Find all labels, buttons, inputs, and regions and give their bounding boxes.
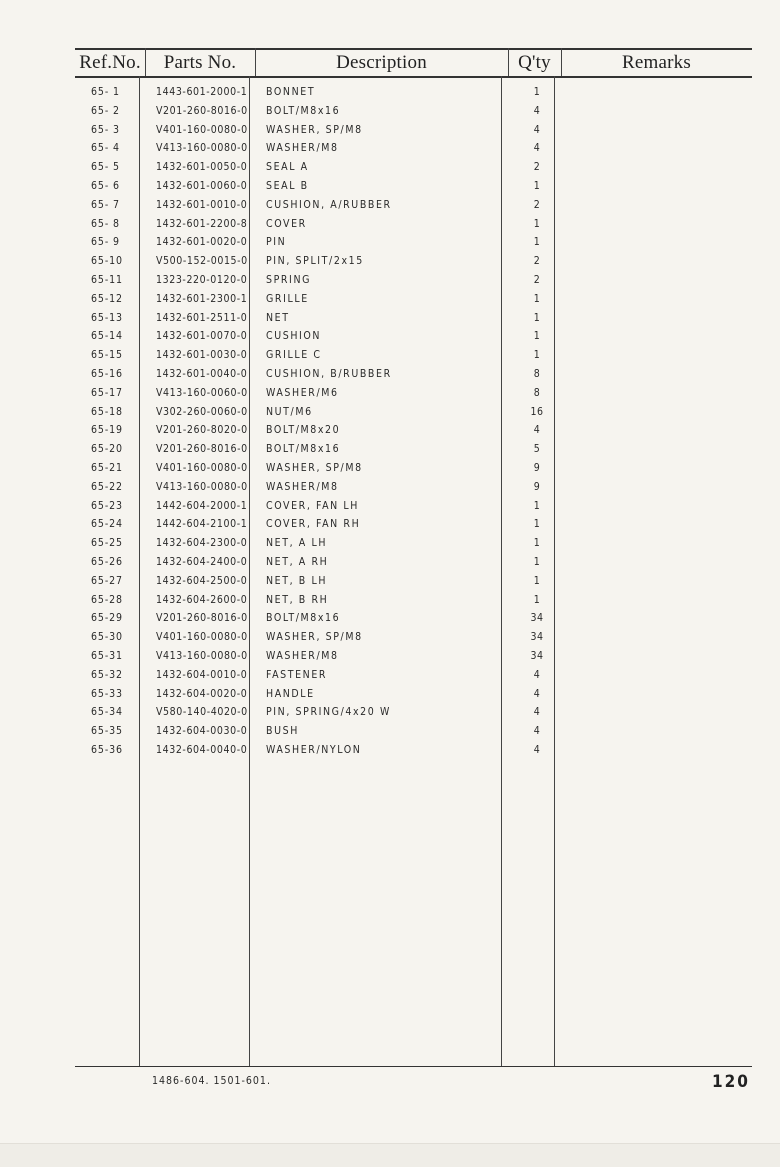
table-row xyxy=(0,196,780,215)
qty-cell: 4 xyxy=(533,424,541,437)
parts-no-cell: V201-260-8016-0 xyxy=(156,612,248,625)
description-cell: CUSHION, A/RUBBER xyxy=(266,198,392,211)
table-row xyxy=(0,572,780,591)
table-row xyxy=(0,102,780,121)
parts-no-cell: 1432-604-2400-0 xyxy=(156,555,248,568)
parts-no-cell: V500-152-0015-0 xyxy=(156,255,248,268)
table-row xyxy=(0,647,780,666)
description-cell: BOLT/M8x16 xyxy=(266,612,341,625)
header-ref-no: Ref.No. xyxy=(79,52,141,73)
description-cell: GRILLE xyxy=(266,292,309,305)
qty-cell: 1 xyxy=(533,179,541,192)
ref-no-cell: 65-23 xyxy=(91,499,123,512)
qty-cell: 1 xyxy=(533,236,541,249)
ref-no-cell: 65-11 xyxy=(91,273,123,286)
parts-no-cell: 1432-601-2200-8 xyxy=(156,217,248,230)
ref-no-cell: 65-20 xyxy=(91,443,123,456)
description-cell: COVER xyxy=(266,217,307,230)
description-cell: PIN xyxy=(266,236,287,249)
ref-no-cell: 65- 8 xyxy=(91,217,120,230)
parts-no-cell: 1432-601-0030-0 xyxy=(156,349,248,362)
parts-no-cell: V580-140-4020-0 xyxy=(156,706,248,719)
description-cell: BUSH xyxy=(266,725,299,738)
description-cell: WASHER/M6 xyxy=(266,386,339,399)
table-row xyxy=(0,591,780,610)
description-cell: NET, A LH xyxy=(266,537,328,550)
ref-no-cell: 65-15 xyxy=(91,349,123,362)
qty-cell: 2 xyxy=(533,255,541,268)
table-row xyxy=(0,609,780,628)
qty-cell: 4 xyxy=(533,706,541,719)
table-row xyxy=(0,440,780,459)
qty-cell: 1 xyxy=(533,518,541,531)
description-cell: BOLT/M8x20 xyxy=(266,424,341,437)
description-cell: COVER, FAN LH xyxy=(266,499,359,512)
parts-no-cell: V413-160-0060-0 xyxy=(156,386,248,399)
parts-no-cell: V302-260-0060-0 xyxy=(156,405,248,418)
qty-cell: 4 xyxy=(533,668,541,681)
parts-no-cell: 1432-604-0030-0 xyxy=(156,725,248,738)
parts-no-cell: V413-160-0080-0 xyxy=(156,142,248,155)
parts-no-cell: 1432-601-0050-0 xyxy=(156,161,248,174)
parts-no-cell: V201-260-8016-0 xyxy=(156,104,248,117)
qty-cell: 4 xyxy=(533,687,541,700)
table-row xyxy=(0,534,780,553)
qty-cell: 1 xyxy=(533,292,541,305)
description-cell: CUSHION xyxy=(266,330,322,343)
ref-no-cell: 65-19 xyxy=(91,424,123,437)
description-cell: SPRING xyxy=(266,273,312,286)
description-cell: BONNET xyxy=(266,86,316,98)
table-row xyxy=(0,515,780,534)
parts-no-cell: 1442-604-2100-1 xyxy=(156,518,248,531)
ref-no-cell: 65-17 xyxy=(91,386,123,399)
parts-no-cell: 1432-604-0040-0 xyxy=(156,743,248,756)
qty-cell: 1 xyxy=(533,311,541,324)
ref-no-cell: 65-10 xyxy=(91,255,123,268)
description-cell: WASHER/M8 xyxy=(266,649,339,662)
description-cell: WASHER/M8 xyxy=(266,480,339,493)
qty-cell: 34 xyxy=(530,649,544,662)
description-cell: WASHER, SP/M8 xyxy=(266,461,363,474)
description-cell: SEAL B xyxy=(266,179,309,192)
qty-cell: 2 xyxy=(533,161,541,174)
description-cell: BOLT/M8x16 xyxy=(266,443,341,456)
ref-no-cell: 65-36 xyxy=(91,743,123,756)
ref-no-cell: 65-12 xyxy=(91,292,123,305)
ref-no-cell: 65-27 xyxy=(91,574,123,587)
table-row xyxy=(0,121,780,140)
table-row xyxy=(0,685,780,704)
table-row xyxy=(0,83,780,102)
header-bottom-rule xyxy=(75,76,752,78)
qty-cell: 4 xyxy=(533,142,541,155)
ref-no-cell: 65- 2 xyxy=(91,104,120,117)
description-cell: WASHER/NYLON xyxy=(266,743,362,756)
table-row xyxy=(0,553,780,572)
qty-cell: 8 xyxy=(533,367,541,380)
parts-no-cell: 1323-220-0120-0 xyxy=(156,273,248,286)
qty-cell: 9 xyxy=(533,480,541,493)
page-number: 120 xyxy=(712,1072,750,1092)
description-cell: WASHER, SP/M8 xyxy=(266,123,363,136)
parts-no-cell: 1432-604-2500-0 xyxy=(156,574,248,587)
ref-no-cell: 65- 3 xyxy=(91,123,120,136)
table-row xyxy=(0,628,780,647)
table-row xyxy=(0,703,780,722)
table-row xyxy=(0,741,780,760)
table-row xyxy=(0,233,780,252)
ref-no-cell: 65- 5 xyxy=(91,161,120,174)
table-row xyxy=(0,497,780,516)
parts-no-cell: 1432-604-2600-0 xyxy=(156,593,248,606)
header-qty: Q'ty xyxy=(518,52,551,73)
parts-no-cell: 1432-601-2300-1 xyxy=(156,292,248,305)
parts-no-cell: V413-160-0080-0 xyxy=(156,649,248,662)
parts-no-cell: 1432-601-0020-0 xyxy=(156,236,248,249)
ref-no-cell: 65-28 xyxy=(91,593,123,606)
parts-no-cell: 1432-601-0060-0 xyxy=(156,179,248,192)
ref-no-cell: 65- 1 xyxy=(91,86,120,98)
description-cell: SEAL A xyxy=(266,161,309,174)
ref-no-cell: 65-26 xyxy=(91,555,123,568)
table-row xyxy=(0,365,780,384)
parts-no-cell: 1432-604-2300-0 xyxy=(156,537,248,550)
description-cell: COVER, FAN RH xyxy=(266,518,361,531)
description-cell: NET xyxy=(266,311,290,324)
qty-cell: 5 xyxy=(533,443,541,456)
table-row xyxy=(0,666,780,685)
header-parts-no: Parts No. xyxy=(163,52,237,73)
table-row xyxy=(0,722,780,741)
page-bottom-edge xyxy=(0,1143,780,1167)
qty-cell: 2 xyxy=(533,273,541,286)
table-row xyxy=(0,252,780,271)
qty-cell: 4 xyxy=(533,743,541,756)
parts-no-cell: V201-260-8020-0 xyxy=(156,424,248,437)
ref-no-cell: 65- 7 xyxy=(91,198,120,211)
qty-cell: 16 xyxy=(530,405,544,418)
ref-no-cell: 65-31 xyxy=(91,649,123,662)
ref-no-cell: 65- 4 xyxy=(91,142,120,155)
ref-no-cell: 65-16 xyxy=(91,367,123,380)
table-row xyxy=(0,215,780,234)
ref-no-cell: 65-33 xyxy=(91,687,123,700)
qty-cell: 1 xyxy=(533,574,541,587)
ref-no-cell: 65-25 xyxy=(91,537,123,550)
footer-model-codes: 1486-604. 1501-601. xyxy=(152,1075,271,1087)
table-row xyxy=(0,309,780,328)
description-cell: PIN, SPLIT/2x15 xyxy=(266,255,364,268)
description-cell: GRILLE C xyxy=(266,349,322,362)
qty-cell: 1 xyxy=(533,349,541,362)
parts-no-cell: V401-160-0080-0 xyxy=(156,631,248,644)
description-cell: WASHER/M8 xyxy=(266,142,339,155)
qty-cell: 4 xyxy=(533,725,541,738)
table-row xyxy=(0,177,780,196)
table-row xyxy=(0,459,780,478)
description-cell: PIN, SPRING/4x20 W xyxy=(266,706,391,719)
qty-cell: 1 xyxy=(533,330,541,343)
table-row xyxy=(0,478,780,497)
ref-no-cell: 65-30 xyxy=(91,631,123,644)
parts-no-cell: V413-160-0080-0 xyxy=(156,480,248,493)
qty-cell: 1 xyxy=(533,537,541,550)
table-row xyxy=(0,139,780,158)
parts-no-cell: 1432-604-0020-0 xyxy=(156,687,248,700)
parts-no-cell: V401-160-0080-0 xyxy=(156,123,248,136)
table-row xyxy=(0,403,780,422)
qty-cell: 2 xyxy=(533,198,541,211)
parts-no-cell: V201-260-8016-0 xyxy=(156,443,248,456)
ref-no-cell: 65-35 xyxy=(91,725,123,738)
qty-cell: 8 xyxy=(533,386,541,399)
parts-no-cell: 1432-601-0040-0 xyxy=(156,367,248,380)
qty-cell: 9 xyxy=(533,461,541,474)
qty-cell: 34 xyxy=(530,612,544,625)
description-cell: BOLT/M8x16 xyxy=(266,104,341,117)
ref-no-cell: 65-32 xyxy=(91,668,123,681)
ref-no-cell: 65-22 xyxy=(91,480,123,493)
description-cell: FASTENER xyxy=(266,668,328,681)
qty-cell: 1 xyxy=(533,555,541,568)
ref-no-cell: 65-13 xyxy=(91,311,123,324)
ref-no-cell: 65- 6 xyxy=(91,179,120,192)
qty-cell: 1 xyxy=(533,86,541,98)
parts-no-cell: 1443-601-2000-1 xyxy=(156,86,248,98)
table-row xyxy=(0,290,780,309)
table-row xyxy=(0,327,780,346)
qty-cell: 1 xyxy=(533,217,541,230)
qty-cell: 1 xyxy=(533,593,541,606)
description-cell: CUSHION, B/RUBBER xyxy=(266,367,392,380)
table-bottom-rule xyxy=(75,1066,752,1067)
table-row xyxy=(0,421,780,440)
parts-no-cell: 1442-604-2000-1 xyxy=(156,499,248,512)
qty-cell: 1 xyxy=(533,499,541,512)
description-cell: NUT/M6 xyxy=(266,405,313,418)
description-cell: WASHER, SP/M8 xyxy=(266,631,363,644)
qty-cell: 4 xyxy=(533,123,541,136)
parts-no-cell: 1432-601-0010-0 xyxy=(156,198,248,211)
table-row xyxy=(0,271,780,290)
description-cell: NET, B LH xyxy=(266,574,328,587)
ref-no-cell: 65-29 xyxy=(91,612,123,625)
ref-no-cell: 65-14 xyxy=(91,330,123,343)
parts-table-body xyxy=(0,83,780,760)
parts-no-cell: V401-160-0080-0 xyxy=(156,461,248,474)
parts-no-cell: 1432-601-2511-0 xyxy=(156,311,248,324)
ref-no-cell: 65-21 xyxy=(91,461,123,474)
header-description: Description xyxy=(336,52,427,73)
parts-no-cell: 1432-604-0010-0 xyxy=(156,668,248,681)
description-cell: HANDLE xyxy=(266,687,315,700)
table-row xyxy=(0,346,780,365)
qty-cell: 4 xyxy=(533,104,541,117)
ref-no-cell: 65- 9 xyxy=(91,236,120,249)
qty-cell: 34 xyxy=(530,631,544,644)
header-remarks: Remarks xyxy=(622,52,691,73)
ref-no-cell: 65-34 xyxy=(91,706,123,719)
ref-no-cell: 65-18 xyxy=(91,405,123,418)
description-cell: NET, A RH xyxy=(266,555,329,568)
table-row xyxy=(0,158,780,177)
table-row xyxy=(0,384,780,403)
ref-no-cell: 65-24 xyxy=(91,518,123,531)
description-cell: NET, B RH xyxy=(266,593,329,606)
parts-no-cell: 1432-601-0070-0 xyxy=(156,330,248,343)
